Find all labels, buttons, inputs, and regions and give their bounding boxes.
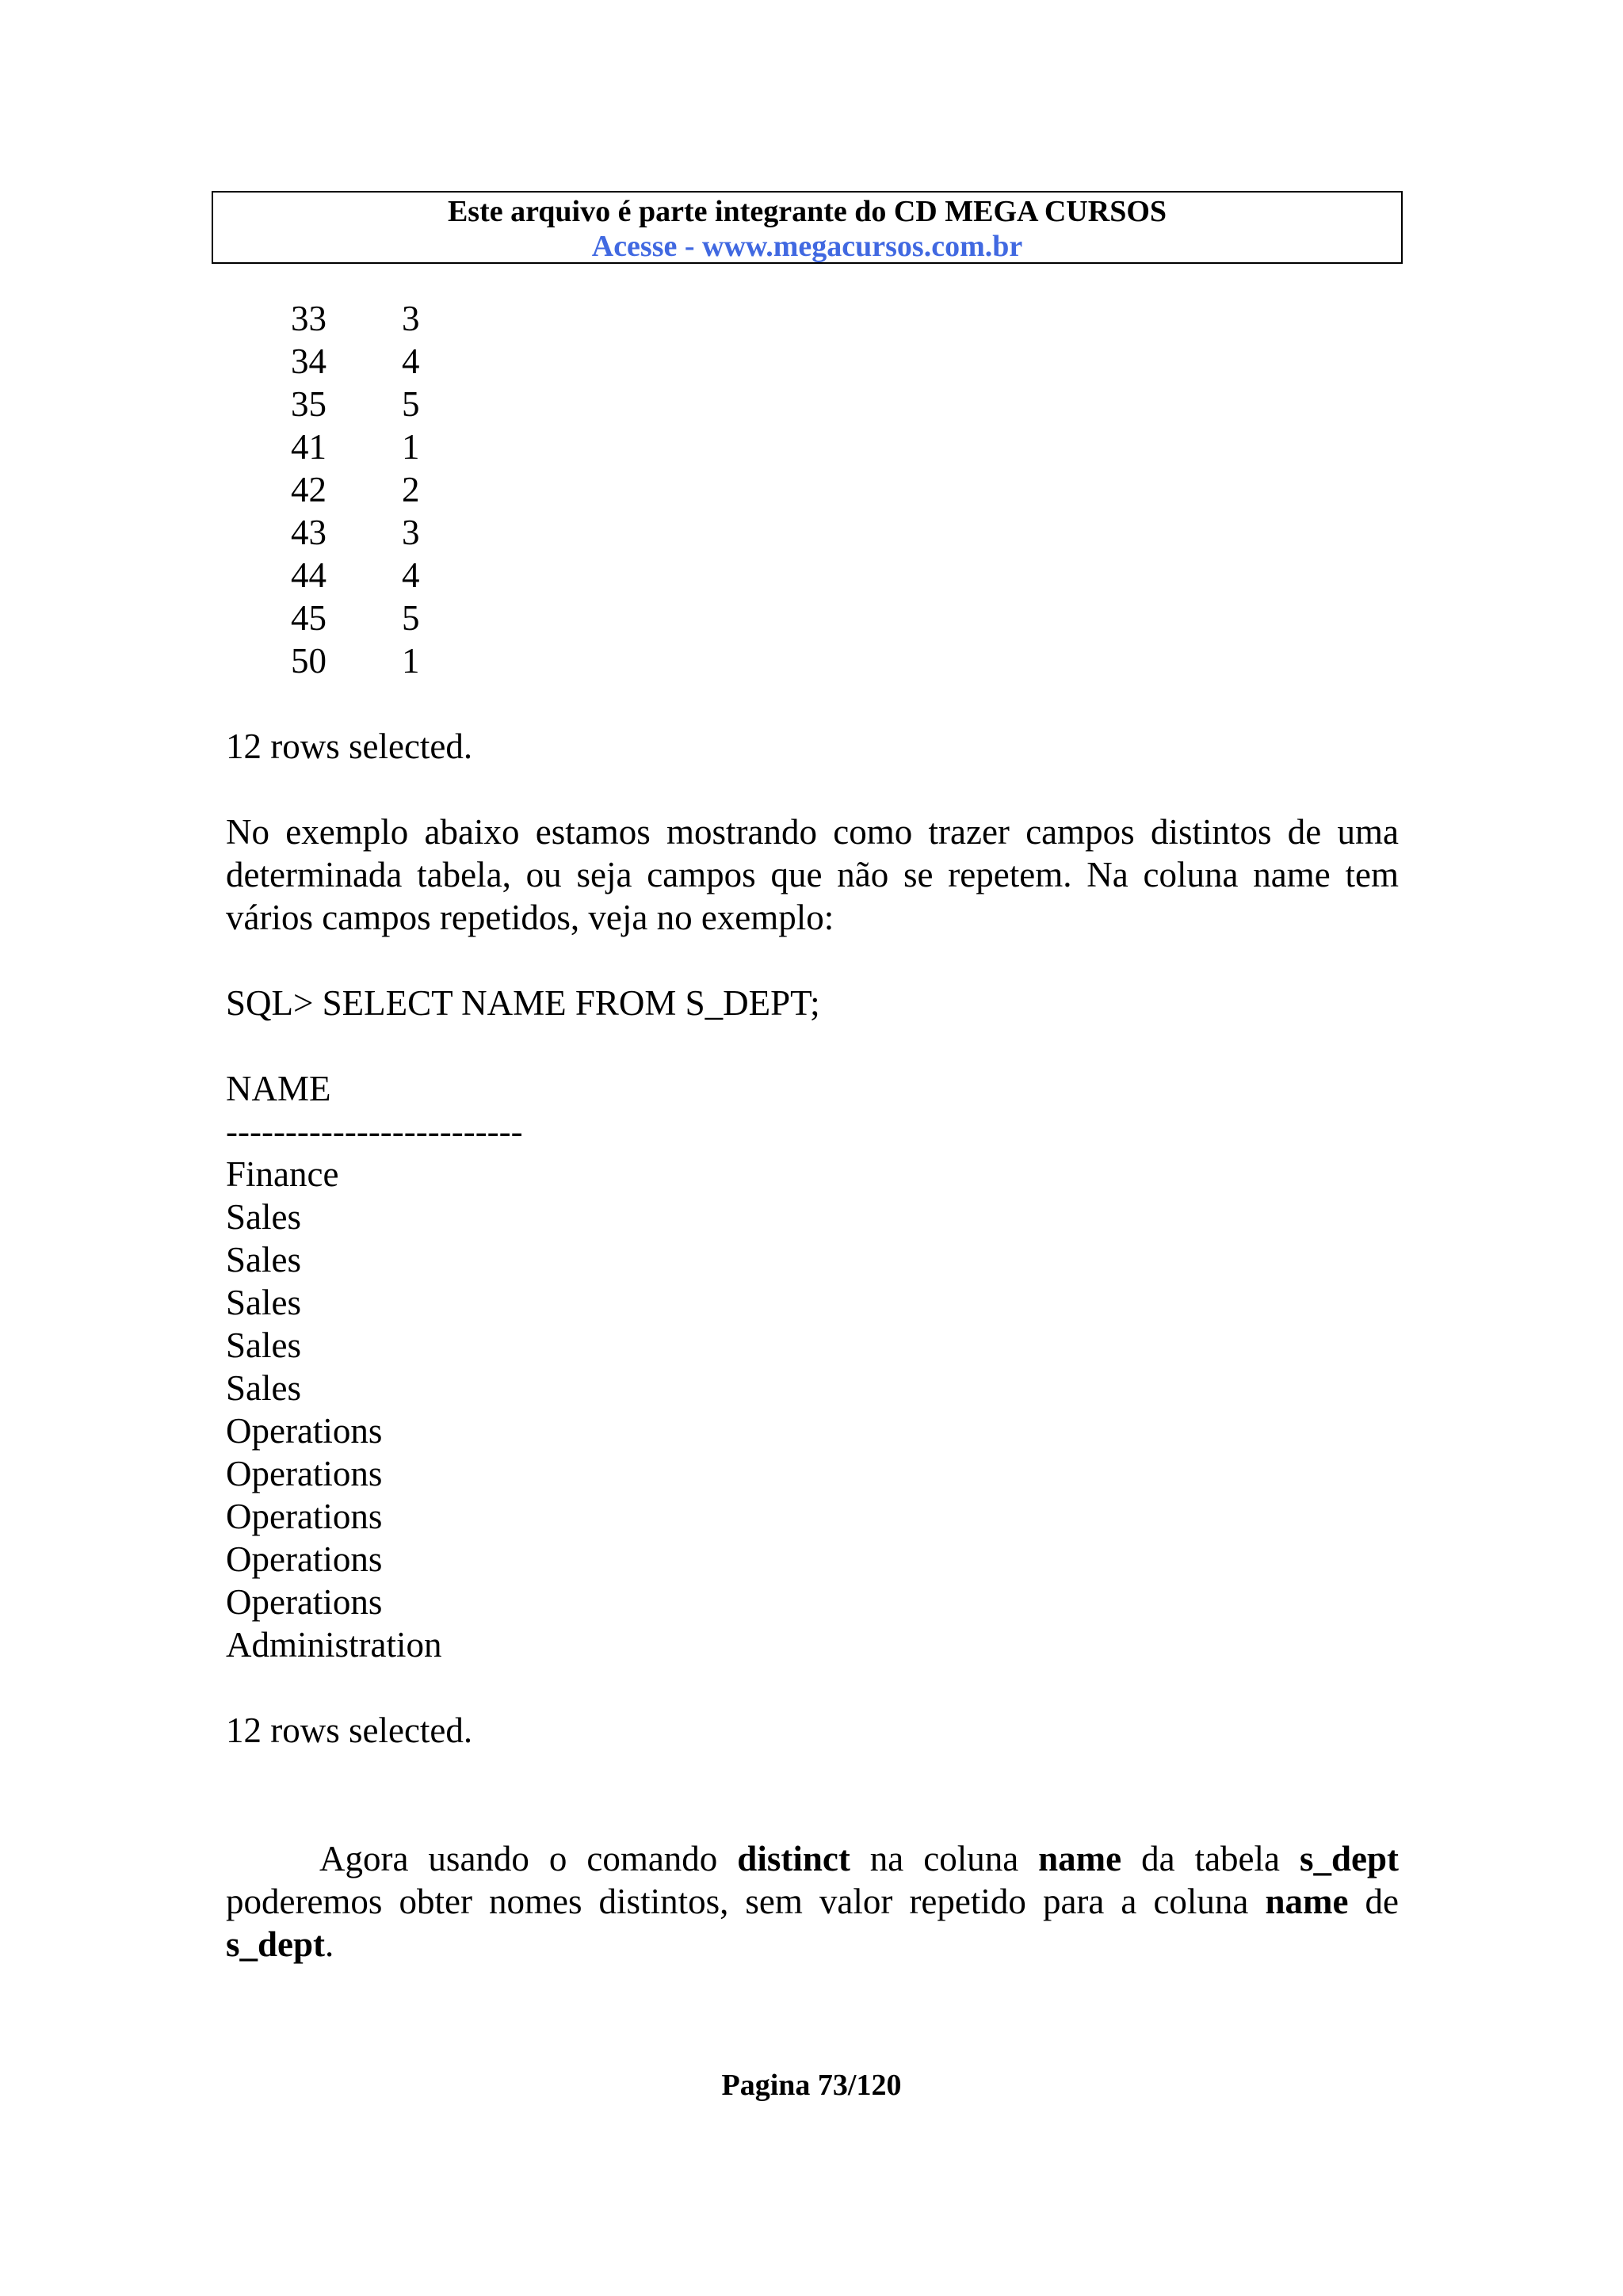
column-header: NAME [226, 1069, 331, 1108]
table-row: 34 4 [291, 341, 420, 381]
list-item: Sales [226, 1368, 301, 1408]
keyword-s-dept: s_dept [226, 1924, 326, 1964]
column-rule: ------------------------- [226, 1112, 523, 1151]
keyword-s-dept: s_dept [1299, 1839, 1400, 1878]
table-row: 44 4 [291, 555, 420, 595]
list-item: Operations [226, 1582, 383, 1622]
result-table [291, 297, 1399, 682]
list-item: Operations [226, 1411, 383, 1451]
intro-paragraph: No exemplo abaixo estamos mostrando como trazer campos distintos de uma determinada tabela, ou seja campos que não se repetem. Na coluna name tem vários campos repetidos, veja no exemplo: [226, 812, 1399, 937]
list-item: Finance [226, 1154, 339, 1194]
page-number: Pagina 73/120 [721, 2069, 902, 2102]
table-row: 43 3 [291, 513, 420, 552]
rows-selected-text: 12 rows selected. [226, 1711, 473, 1750]
document-header-box [212, 191, 1403, 264]
table-row: 41 1 [291, 427, 420, 467]
header-title: Este arquivo é parte integrante do CD MEGA CURSOS [447, 195, 1167, 228]
list-item: Sales [226, 1283, 301, 1322]
list-item: Operations [226, 1454, 383, 1493]
rows-selected-text: 12 rows selected. [226, 727, 473, 766]
page-content [226, 297, 1399, 1966]
keyword-distinct: distinct [737, 1839, 850, 1878]
list-item: Sales [226, 1240, 301, 1280]
list-item: Sales [226, 1325, 301, 1365]
list-item: Operations [226, 1497, 383, 1536]
name-list [226, 1153, 1399, 1666]
table-row: 33 3 [291, 299, 420, 338]
keyword-name: name [1038, 1839, 1122, 1878]
list-item: Operations [226, 1539, 383, 1579]
table-row: 50 1 [291, 641, 420, 681]
list-item: Sales [226, 1197, 301, 1237]
sql-query: SQL> SELECT NAME FROM S_DEPT; [226, 983, 820, 1023]
keyword-name: name [1265, 1882, 1349, 1921]
table-row: 35 5 [291, 384, 420, 424]
table-row: 45 5 [291, 598, 420, 638]
distinct-paragraph: Agora usando o comando distinct na coluna name da tabela s_dept poderemos obter nomes distintos, sem valor repetido para a coluna name de s_dept. [226, 1839, 1400, 1964]
header-website-link[interactable]: Acesse - www.megacursos.com.br [591, 230, 1023, 263]
table-row: 42 2 [291, 470, 420, 509]
list-item: Administration [226, 1625, 442, 1665]
